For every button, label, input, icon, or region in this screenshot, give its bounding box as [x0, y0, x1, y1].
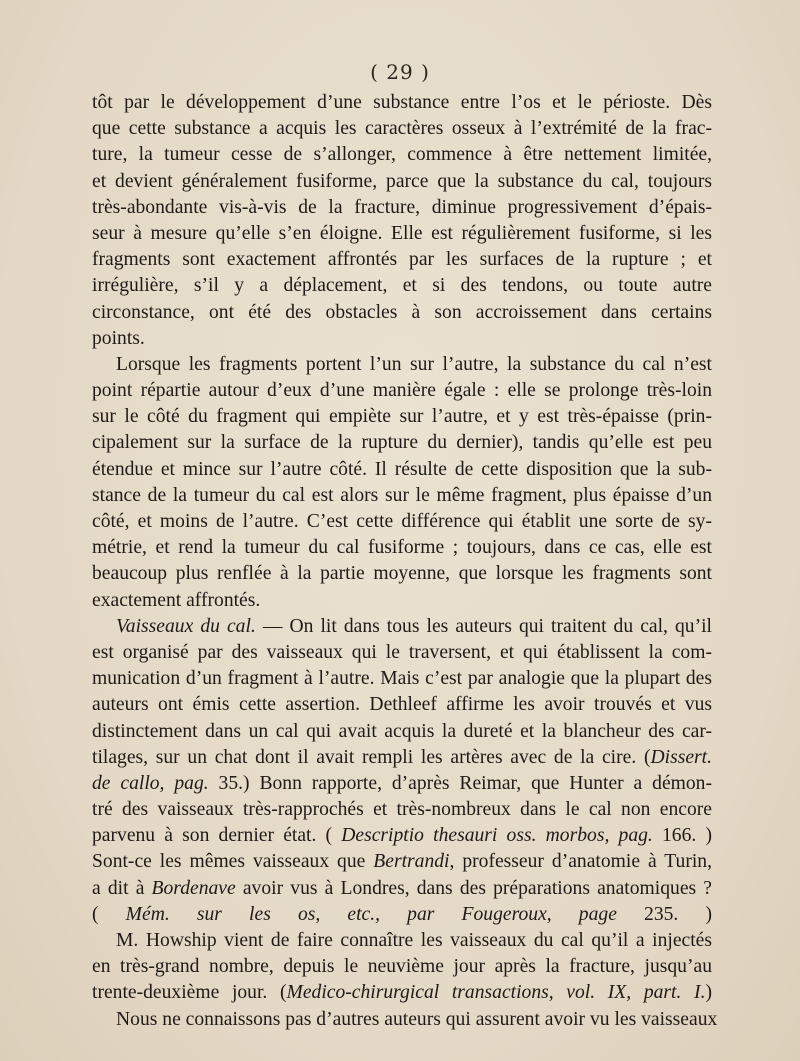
text-line	[92, 483, 712, 509]
text-line	[92, 142, 712, 168]
text-line	[92, 666, 712, 692]
text-line	[92, 404, 712, 430]
text-run: tôt par le développement d’une substance entre l’os et le périoste. Dès	[92, 92, 712, 113]
italic-text: Medico-chirurgical transactions, vol. IX, part. I.	[286, 982, 706, 1004]
text-line	[92, 169, 712, 195]
text-run: Lorsque les fragments portent l’un sur l’autre, la substance du cal n’est	[116, 353, 712, 375]
text-run: est organisé par des vaisseaux qui le traversent, et qui établissent la com-	[92, 641, 712, 663]
text-line	[92, 457, 712, 483]
text-line	[92, 823, 712, 849]
text-run: très-abondante vis-à-vis de la fracture, diminue progressivement d’épais-	[92, 196, 712, 218]
text-line	[92, 745, 712, 771]
text-line	[92, 300, 712, 326]
text-run: côté, et moins de l’autre. C’est cette différence qui établit une sorte de sy-	[92, 511, 712, 532]
text-run: avoir vus à Londres, dans des préparations anatomiques ?	[235, 877, 712, 899]
text-line	[92, 614, 712, 640]
text-run: parvenu à son dernier état. (	[92, 825, 342, 847]
text-run: métrie, et rend la tumeur du cal fusiforme ; toujours, dans ce cas, elle est	[92, 537, 712, 559]
text-line	[92, 326, 712, 352]
text-line	[92, 954, 712, 980]
text-run: (	[92, 903, 126, 925]
page-number: ( 29 )	[370, 60, 430, 84]
text-run: tré des vaisseaux très-rapprochés et très-nombreux dans le cal non encore	[92, 799, 712, 821]
text-run: sur le côté du fragment qui empiète sur l’autre, et y est très-épaisse (prin-	[92, 406, 712, 428]
text-run: 166. )	[652, 825, 712, 847]
text-run: en très-grand nombre, depuis le neuvième jour après la fracture, jusqu’au	[92, 956, 712, 978]
text-line	[92, 535, 712, 561]
text-run: point répartie autour d’eux d’une manière égale : elle se prolonge très-loin	[92, 380, 712, 402]
text-run: irrégulière, s’il y a déplacement, et si des tendons, ou toute autre	[92, 275, 712, 297]
text-run: points.	[92, 327, 145, 349]
italic-text: Descriptio thesauri oss. morbos, pag.	[341, 825, 653, 847]
body-text	[92, 90, 718, 1033]
text-line	[92, 588, 712, 614]
text-line	[92, 692, 712, 718]
text-run: M. Howship vient de faire connaître les vaisseaux du cal qu’il a injectés	[116, 930, 712, 951]
text-run: a dit à	[92, 877, 152, 899]
text-run: trente-deuxième jour. (	[92, 982, 287, 1004]
text-line	[92, 352, 712, 378]
text-line	[92, 928, 712, 954]
text-run: tilages, sur un chat dont il avait rempli les artères avec de la cire. (	[92, 746, 651, 768]
text-line	[92, 221, 712, 247]
italic-text: Vaisseaux du cal.	[116, 615, 256, 637]
italic-text: Dissert.	[650, 746, 712, 768]
text-line	[92, 509, 712, 535]
text-line	[92, 771, 712, 797]
text-line	[92, 640, 712, 666]
text-run: — On lit dans tous les auteurs qui traitent du cal, qu’il	[255, 615, 712, 637]
text-run: )	[705, 982, 712, 1004]
text-line	[92, 273, 712, 299]
text-run: distinctement dans un cal qui avait acquis la dureté et la blancheur des car-	[92, 720, 712, 742]
text-line	[92, 1007, 718, 1033]
text-run: auteurs ont émis cette assertion. Dethleef affirme les avoir trouvés et vus	[92, 694, 712, 716]
text-run: 235. )	[616, 903, 712, 925]
text-run: étendue et mince sur l’autre côté. Il résulte de cette disposition que la sub-	[92, 458, 712, 480]
text-line	[92, 902, 712, 928]
text-line	[92, 797, 712, 823]
text-run: seur à mesure qu’elle s’en éloigne. Elle est régulièrement fusiforme, si les	[92, 222, 712, 244]
italic-text: Bertrandi	[373, 851, 450, 873]
text-line	[92, 980, 712, 1006]
italic-text: Mém. sur les os, etc., par Fougeroux, page	[125, 903, 617, 925]
text-run: et devient généralement fusiforme, parce que la substance du cal, toujours	[92, 170, 712, 192]
text-run: cipalement sur la surface de la rupture du dernier), tandis qu’elle est peu	[92, 432, 712, 454]
text-line	[92, 116, 712, 142]
text-line	[92, 430, 712, 456]
text-line	[92, 849, 712, 875]
text-run: beaucoup plus renflée à la partie moyenne, que lorsque les fragments sont	[92, 563, 712, 585]
text-run: 35.) Bonn rapporte, d’après Reimar, que Hunter a démon-	[208, 772, 712, 794]
text-run: Sont-ce les mêmes vaisseaux que	[92, 851, 374, 873]
text-line	[92, 876, 712, 902]
italic-text: de callo, pag.	[92, 772, 209, 794]
italic-text: Bordenave	[151, 877, 236, 899]
text-line	[92, 561, 712, 587]
text-line	[92, 90, 712, 116]
text-line	[92, 378, 712, 404]
text-line	[92, 719, 712, 745]
text-run: Nous ne connaissons pas d’autres auteurs qui assurent avoir vu les vaisseaux	[116, 1008, 718, 1030]
text-run: stance de la tumeur du cal est alors sur le même fragment, plus épaisse d’un	[92, 484, 712, 506]
text-run: que cette substance a acquis les caractères osseux à l’extrémité de la frac-	[92, 118, 712, 140]
text-run: fragments sont exactement affrontés par les surfaces de la rupture ; et	[92, 249, 712, 271]
text-run: ture, la tumeur cesse de s’allonger, commence à être nettement limitée,	[92, 144, 712, 166]
text-run: circonstance, ont été des obstacles à son accroissement dans certains	[92, 301, 712, 323]
text-run: munication d’un fragment à l’autre. Mais c’est par analogie que la plupart des	[92, 668, 712, 690]
text-run: , professeur d’anatomie à Turin,	[449, 851, 712, 873]
text-run: exactement affrontés.	[92, 589, 261, 611]
text-line	[92, 247, 712, 273]
text-line	[92, 195, 712, 221]
